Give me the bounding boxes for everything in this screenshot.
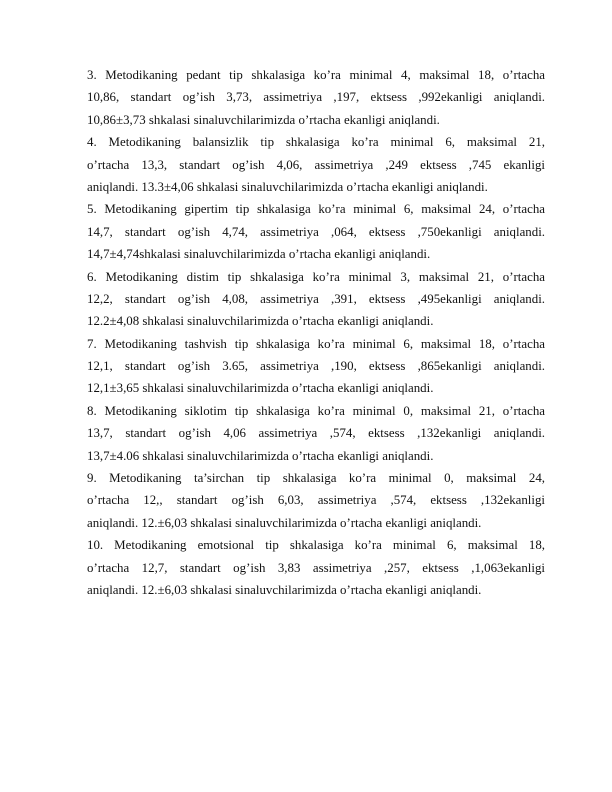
paragraph-line: aniqlandi. 13.3±4,06 shkalasi sinaluvchilarimizda o’rtacha ekanligi aniqlandi. <box>87 179 488 194</box>
paragraph-line: o’rtacha 12,, standart og’ish 6,03, assimetriya ,574, ektsess ,132ekanligi <box>87 493 545 508</box>
paragraph-5-gipertim <box>87 198 545 265</box>
paragraph-line: 12,2, standart og’ish 4,08, assimetriya ,391, ektsess ,495ekanligi aniqlandi. <box>87 291 545 306</box>
paragraph-4-balansizlik <box>87 131 545 198</box>
paragraph-line: 10,86, standart og’ish 3,73, assimetriya ,197, ektsess ,992ekanligi aniqlandi. <box>87 90 545 105</box>
paragraph-line: o’rtacha 13,3, standart og’ish 4,06, assimetriya ,249 ektsess ,745 ekanligi <box>87 157 545 172</box>
paragraph-line: 13,7, standart og’ish 4,06 assimetriya ,574, ektsess ,132ekanligi aniqlandi. <box>87 426 545 441</box>
paragraph-7-tashvish <box>87 333 545 400</box>
paragraph-line: 12,1, standart og’ish 3.65, assimetriya ,190, ektsess ,865ekanligi aniqlandi. <box>87 359 545 374</box>
paragraph-9-tasirchan <box>87 467 545 534</box>
paragraph-line: 10. Metodikaning emotsional tip shkalasiga ko’ra minimal 6, maksimal 18, <box>87 538 545 553</box>
paragraph-10-emotsional <box>87 534 545 601</box>
paragraph-line: o’rtacha 12,7, standart og’ish 3,83 assimetriya ,257, ektsess ,1,063ekanligi <box>87 560 545 575</box>
paragraph-line: 12,1±3,65 shkalasi sinaluvchilarimizda o’rtacha ekanligi aniqlandi. <box>87 381 434 396</box>
paragraph-line: 3. Metodikaning pedant tip shkalasiga ko’ra minimal 4, maksimal 18, o’rtacha <box>87 68 545 82</box>
paragraph-6-distim <box>87 266 545 333</box>
paragraph-line: aniqlandi. 12.±6,03 shkalasi sinaluvchilarimizda o’rtacha ekanligi aniqlandi. <box>87 515 482 530</box>
paragraph-8-siklotim <box>87 400 545 467</box>
paragraph-line: 7. Metodikaning tashvish tip shkalasiga ko’ra minimal 6, maksimal 18, o’rtacha <box>87 336 545 351</box>
document-body <box>87 64 545 601</box>
paragraph-3-pedant <box>87 64 545 131</box>
paragraph-line: 13,7±4.06 shkalasi sinaluvchilarimizda o’rtacha ekanligi aniqlandi. <box>87 448 434 463</box>
paragraph-line: 12.2±4,08 shkalasi sinaluvchilarimizda o’rtacha ekanligi aniqlandi. <box>87 314 434 329</box>
paragraph-line: 8. Metodikaning siklotim tip shkalasiga ko’ra minimal 0, maksimal 21, o’rtacha <box>87 403 545 418</box>
paragraph-line: 10,86±3,73 shkalasi sinaluvchilarimizda o’rtacha ekanligi aniqlandi. <box>87 112 440 127</box>
paragraph-line: 5. Metodikaning gipertim tip shkalasiga ko’ra minimal 6, maksimal 24, o’rtacha <box>87 202 545 217</box>
paragraph-line: 14,7, standart og’ish 4,74, assimetriya ,064, ektsess ,750ekanligi aniqlandi. <box>87 224 545 239</box>
paragraph-line: 4. Metodikaning balansizlik tip shkalasiga ko’ra minimal 6, maksimal 21, <box>87 135 545 150</box>
paragraph-line: 6. Metodikaning distim tip shkalasiga ko’ra minimal 3, maksimal 21, o’rtacha <box>87 269 545 284</box>
paragraph-line: aniqlandi. 12.±6,03 shkalasi sinaluvchilarimizda o’rtacha ekanligi aniqlandi. <box>87 582 482 597</box>
paragraph-line: 14,7±4,74shkalasi sinaluvchilarimizda o’rtacha ekanligi aniqlandi. <box>87 247 431 262</box>
paragraph-line: 9. Metodikaning ta’sirchan tip shkalasiga ko’ra minimal 0, maksimal 24, <box>87 471 545 486</box>
